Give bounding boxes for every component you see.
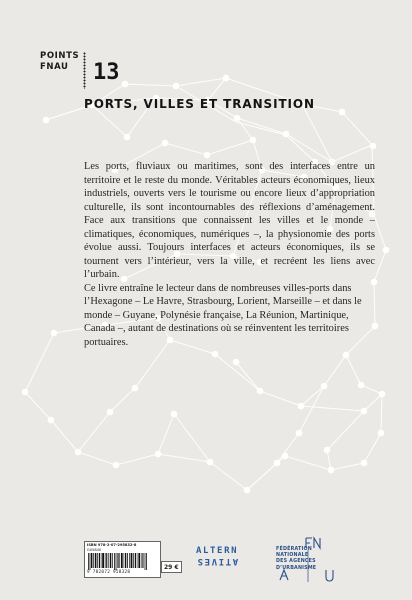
price-label: 29 € <box>161 561 182 573</box>
barcode-block <box>84 541 161 578</box>
back-cover-text <box>84 160 375 349</box>
book-title: PORTS, VILLES ET TRANSITION <box>84 97 315 111</box>
series-line-2: FNAU <box>40 62 69 72</box>
series-label <box>40 51 79 73</box>
alternatives-logo <box>196 546 238 566</box>
isbn-label: ISBN 978-2-07-295832-8 <box>87 543 137 547</box>
series-line-1: POINTS <box>40 51 80 61</box>
fnau-line-1: FÉDÉRATION <box>276 547 312 552</box>
volume-number: 13 <box>93 60 120 85</box>
dotted-divider <box>83 52 86 89</box>
paragraph-2: Ce livre entraîne le lecteur dans de nombreuses villes-ports dans l’Hexagone – Le Havre, Strasbourg, Lorient, Marseille – et dans le monde – Guyane, Polynésie française, La Réunion, Martinique, Canada –, autant de destinations où se réinventent les territoires portuaires. <box>84 282 362 348</box>
alternatives-logo-line-1: ALTERN <box>196 546 239 556</box>
fnau-line-2: NATIONALE <box>276 553 309 559</box>
paragraph-1: Les ports, fluviaux ou maritimes, sont des interfaces entre un territoire et le reste du monde. Véritables acteurs économiques, lieux industriels, ouverts vers le tourisme ou encore lieux d’appropriation culturelle, ils sont incontournables des réflexions d’aménagement. Face aux transitions que connaissent les villes et le monde – climatiques, économiques, numériques –, la physionomie des ports évolue aussi. Toujours interfaces et acteurs économiques, ils se tournent vers l’intérieur, vers la ville, et recréent les liens avec l’urbain. <box>84 161 375 280</box>
barcode-icon <box>88 553 148 570</box>
barcode-digits: 9 782072 958328 <box>87 570 131 575</box>
alternatives-logo-line-2: ATIVES <box>196 556 239 566</box>
product-code: G05840 <box>87 548 102 552</box>
fnau-line-3: DES AGENCES <box>276 559 316 565</box>
fnau-line-4: D’URBANISME <box>276 565 317 571</box>
fnau-text <box>276 547 316 572</box>
